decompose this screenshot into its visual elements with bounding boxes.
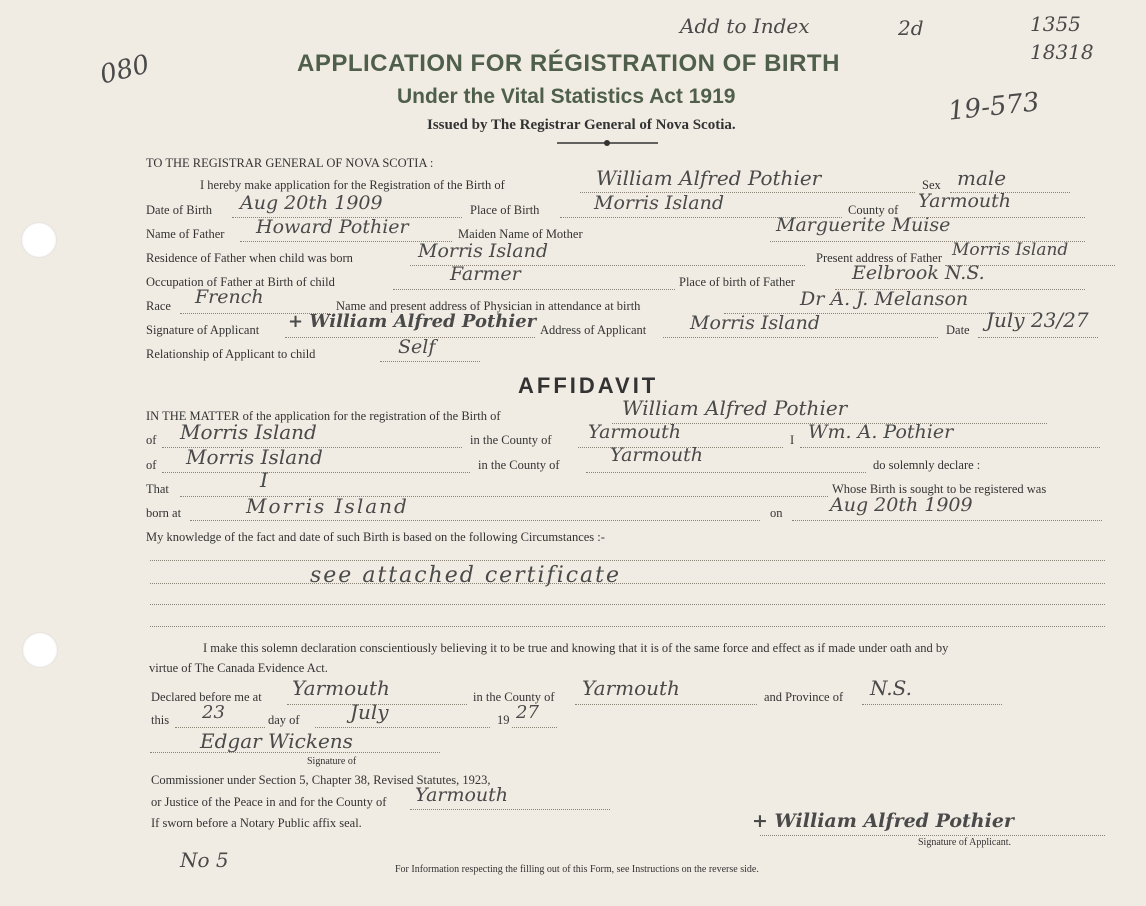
province-label: and Province of [764, 690, 844, 704]
of-label-1: of [146, 433, 157, 447]
declared-before-label: Declared before me at [151, 690, 262, 704]
form-subtitle: Under the Vital Statistics Act 1919 [397, 85, 736, 108]
i-label: I [790, 433, 795, 447]
punch-hole-bottom [22, 632, 58, 668]
place-of-birth-label: Place of Birth [470, 203, 540, 217]
born-on-label: on [770, 506, 783, 520]
sex-label: Sex [922, 178, 941, 192]
applicant-signature-label: Signature of Applicant [146, 323, 260, 337]
residence-label: Residence of Father when child was born [146, 251, 353, 265]
of-place-2-value: Morris Island [186, 445, 323, 469]
matter-label: IN THE MATTER of the application for the registration of the Birth of [146, 409, 501, 423]
county-label: County of [848, 203, 899, 217]
intro-label: I hereby make application for the Registration of the Birth of [200, 178, 505, 192]
born-at-label: born at [146, 506, 182, 520]
punch-hole-top [21, 222, 57, 258]
margin-note-number-second: 18318 [1030, 40, 1094, 64]
occupation-value: Farmer [450, 263, 521, 285]
occupation-label: Occupation of Father at Birth of child [146, 275, 335, 289]
relationship-value: Self [398, 336, 436, 358]
circumstances-line-3 [150, 604, 1105, 605]
month-value: July [350, 700, 389, 724]
to-registrar-line: TO THE REGISTRAR GENERAL OF NOVA SCOTIA : [146, 156, 434, 170]
this-label: this [151, 713, 170, 727]
race-value: French [195, 286, 264, 308]
date-label: Date [946, 323, 970, 337]
father-value: Howard Pothier [256, 216, 409, 238]
whose-birth-label: Whose Birth is sought to be registered was [832, 482, 1047, 496]
county-label-1: in the County of [470, 433, 552, 447]
margin-note-add-to-index: Add to Index [680, 14, 810, 38]
applicant-signature-bottom: + William Alfred Pothier [752, 810, 1014, 832]
day-value: 23 [202, 702, 225, 723]
jp-line: or Justice of the Peace in and for the County of [151, 795, 387, 809]
declared-at-value: Yarmouth [292, 676, 390, 700]
applicant-signature-value: + William Alfred Pothier [288, 311, 537, 332]
margin-note-bottom-left: No 5 [180, 848, 229, 872]
applicant-address-label: Address of Applicant [540, 323, 647, 337]
present-address-value: Morris Island [952, 240, 1069, 260]
date-value: July 23/27 [986, 308, 1089, 332]
knowledge-label: My knowledge of the fact and date of such Birth is based on the following Circumstances :- [146, 530, 605, 544]
physician-value: Dr A. J. Melanson [800, 288, 969, 310]
of-place-1-value: Morris Island [180, 420, 317, 444]
circumstances-line-1 [150, 560, 1105, 561]
county-2-value: Yarmouth [610, 444, 704, 466]
place-of-birth-value: Morris Island [594, 192, 724, 214]
circumstances-line-2 [150, 583, 1105, 584]
applicant-address-value: Morris Island [690, 312, 820, 334]
province-value: N.S. [870, 676, 912, 700]
mother-value: Marguerite Muise [776, 214, 951, 236]
margin-note-file-number: 19-573 [946, 87, 1041, 127]
circumstances-line-4 [150, 626, 1105, 627]
form-title: APPLICATION FOR RÉGISTRATION OF BIRTH [297, 50, 840, 77]
declaration-text-1: I make this solemn declaration conscientiously believing it to be true and knowing that it is of the same force and effect as if made under oath and by [203, 641, 949, 655]
margin-note-left-number: 080 [97, 49, 153, 91]
year-prefix: 19 [497, 713, 510, 727]
that-value: I [260, 468, 268, 492]
declaration-text-2: virtue of The Canada Evidence Act. [149, 661, 328, 675]
father-birthplace-value: Eelbrook N.S. [852, 262, 985, 284]
county-label-2: in the County of [478, 458, 560, 472]
matter-name-value: William Alfred Pothier [622, 396, 848, 420]
declared-county-value: Yarmouth [582, 676, 680, 700]
physician-label: Name and present address of Physician in attendance at birth [336, 299, 641, 313]
header-divider-ornament [555, 138, 660, 148]
county-value: Yarmouth [918, 190, 1012, 212]
affidavit-title: AFFIDAVIT [518, 373, 659, 398]
present-address-label: Present address of Father [816, 251, 943, 265]
sex-value: male [957, 166, 1007, 190]
father-label: Name of Father [146, 227, 225, 241]
born-on-value: Aug 20th 1909 [830, 494, 973, 516]
father-birthplace-label: Place of birth of Father [679, 275, 795, 289]
day-of-label: day of [268, 713, 300, 727]
jp-county-value: Yarmouth [415, 784, 509, 806]
solemnly-label: do solemnly declare : [873, 458, 981, 472]
commissioner-signature: Edgar Wickens [200, 729, 353, 753]
circumstances-value: see attached certificate [310, 563, 622, 588]
county-1-value: Yarmouth [588, 421, 682, 443]
issued-by: Issued by The Registrar General of Nova Scotia. [427, 117, 736, 133]
dob-label: Date of Birth [146, 203, 212, 217]
mother-label: Maiden Name of Mother [458, 227, 583, 241]
race-label: Race [146, 299, 171, 313]
footer-info: For Information respecting the filling out of this Form, see Instructions on the reverse side. [395, 864, 759, 875]
notary-line: If sworn before a Notary Public affix seal. [151, 816, 362, 830]
year-value: 27 [516, 702, 539, 723]
margin-note-number-top: 1355 [1030, 12, 1081, 36]
of-label-2: of [146, 458, 157, 472]
declarant-value: Wm. A. Pothier [808, 421, 954, 443]
that-label: That [146, 482, 169, 496]
signature-of-label: Signature of [307, 756, 357, 767]
margin-note-initials: 2d [898, 16, 924, 40]
commissioner-line: Commissioner under Section 5, Chapter 38, Revised Statutes, 1923, [151, 773, 491, 787]
child-name-value: William Alfred Pothier [596, 166, 822, 190]
relationship-label: Relationship of Applicant to child [146, 347, 316, 361]
declared-county-label: in the County of [473, 690, 555, 704]
applicant-signature-label: Signature of Applicant. [918, 837, 1012, 848]
residence-value: Morris Island [418, 240, 548, 262]
dob-value: Aug 20th 1909 [240, 192, 383, 214]
born-at-value: Morris Island [246, 494, 409, 518]
